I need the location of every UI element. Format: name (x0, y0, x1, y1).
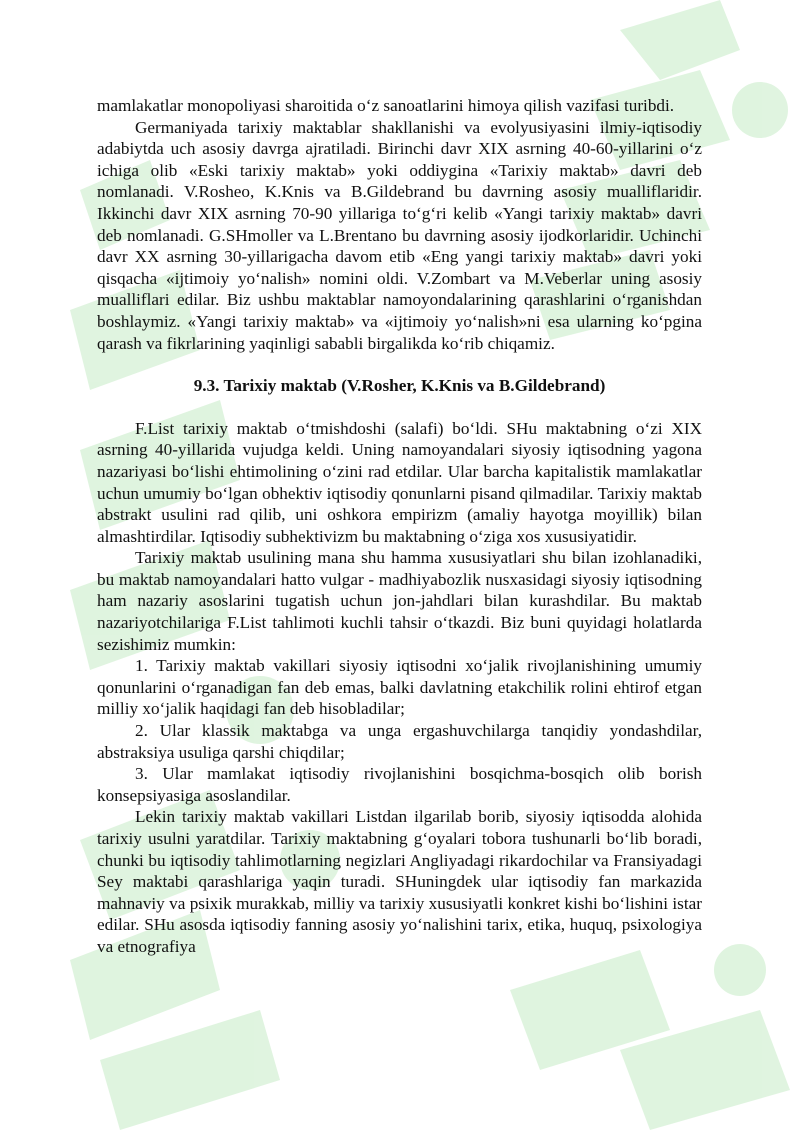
paragraph-historical-method: Lekin tarixiy maktab vakillari Listdan ilgarilab borib, siyosiy iqtisodda alohida tarixiy usulni yaratdilar. Tarixiy maktabning gʻoyalari tobora tushunarli boʻlib boradi, chunki bu iqtisodiy tahlimotlarning negizlari Angliyadagi rikardochilar va Fransiyadagi Sey maktabi qarashlariga yaqin turadi. SHuningdek ular iqtisodiy fan markazida mahnaviy va psixik murakkab, milliy va tarixiy xususiyatli konkret kishi boʻlishini istar edilar. SHu asosda iqtisodiy fanning asosiy yoʻnalishini tarix, etika, huquq, psixologiya va etnografiya (97, 807, 702, 956)
paragraph-continuation: mamlakatlar monopoliyasi sharoitida oʻz sanoatlarini himoya qilish vazifasi turibdi. (97, 96, 675, 115)
document-page (97, 95, 702, 958)
paragraph-method: Tarixiy maktab usulining mana shu hamma xususiyatlari shu bilan izohlanadiki, bu maktab namoyandalari hatto vulgar - madhiyabozlik nusxasidagi siyosiy iqtisodning ham nazariy asoslarini tugatish uchun jon-jahdlari bilan kurashdilar. Bu maktab nazariyotchilariga F.List tahlimoti kuchli tahsir oʻtkazdi. Biz buni quyidagi holatlarda sezishimiz mumkin: (97, 548, 702, 654)
list-item-3: 3. Ular mamlakat iqtisodiy rivojlanishini bosqichma-bosqich olib borish konsepsiyasiga asoslandilar. (97, 764, 702, 805)
paragraph-list-predecessor: F.List tarixiy maktab oʻtmishdoshi (salafi) boʻldi. SHu maktabning oʻzi XIX asrning 40-yillarida vujudga keldi. Uning namoyandalari siyosiy iqtisodning yagona nazariyasi boʻlishi ehtimolining oʻzini rad etdilar. Ular barcha kapitalistik mamlakatlar uchun umumiy boʻlgan obhektiv iqtisodiy qonunlarni pisand qilmadilar. Tarixiy maktab abstrakt usulini rad qilib, uni oshkora empirizm (amaliy hayotga moyillik) bilan almashtirdilar. Iqtisodiy subhektivizm bu maktabning oʻziga xos xususiyatidir. (97, 418, 702, 546)
list-item-2: 2. Ular klassik maktabga va unga ergashuvchilarga tanqidiy yondashdilar, abstraksiya usuliga qarshi chiqdilar; (97, 721, 702, 762)
paragraph-periods: Germaniyada tarixiy maktablar shakllanishi va evolyusiyasini ilmiy-iqtisodiy adabiytda uch asosiy davrga ajratiladi. Birinchi davr XIX asrning 40-60-yillarini oʻz ichiga olib «Eski tarixiy maktab» yoki oddiygina «Tarixiy maktab» davri deb nomlanadi. V.Rosheo, K.Knis va B.Gildebrand bu davrning asosiy mualliflaridir. Ikkinchi davr XIX asrning 70-90 yillariga toʻgʻri kelib «Yangi tarixiy maktab» davri deb nomlanadi. G.SHmoller va L.Brentano bu davrning asosiy ijodkorlaridir. Uchinchi davr XX asrning 30-yillarigacha davom etib «Eng yangi tarixiy maktab» davri yoki qisqacha «ijtimoiy yoʻnalish» nomini oldi. V.Zombart va M.Veberlar uning asosiy mualliflari edilar. Biz ushbu maktablar namoyondalarining qarashlarini oʻrganishdan boshlaymiz. «Yangi tarixiy maktab» va «ijtimoiy yoʻnalish»ni esa ularning koʻpgina qarash va fikrlarining yaqinligi sababli birgalikda koʻrib chiqamiz. (97, 117, 702, 353)
section-heading: 9.3. Tarixiy maktab (V.Rosher, K.Knis va B.Gildebrand) (193, 376, 606, 396)
list-item-1: 1. Tarixiy maktab vakillari siyosiy iqtisodni xoʻjalik rivojlanishining umumiy qonunlarini oʻrganadigan fan deb emas, balki davlatning etakchilik rolini ehtirof etgan milliy xoʻjalik haqidagi fan deb hisobladilar; (97, 656, 702, 719)
watermark-logo-bottom-right (480, 930, 800, 1140)
